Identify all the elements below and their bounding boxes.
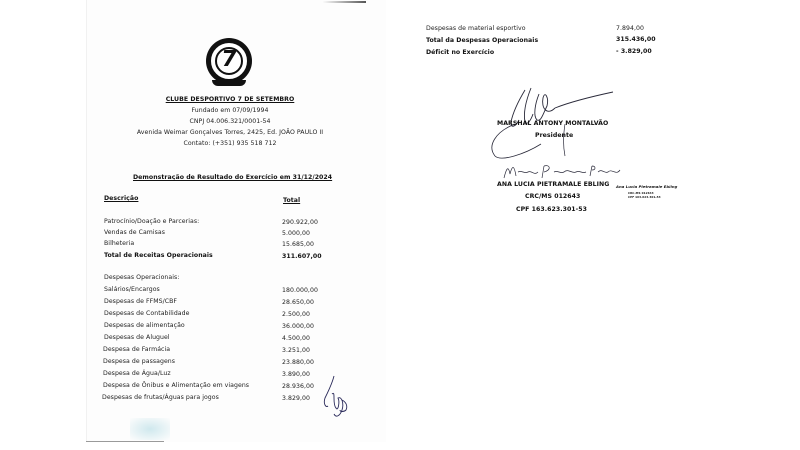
contact: Contato: (+351) 935 518 712: [183, 140, 277, 147]
expenses-total-label: Total da Despesas Operacionais: [426, 37, 539, 44]
accountant-cpf: CPF 163.623.301-53: [516, 206, 587, 213]
expense-value: 23.880,00: [282, 359, 314, 366]
founded-date: Fundado em 07/09/1994: [191, 107, 269, 114]
deficit-value: - 3.829,00: [616, 48, 652, 55]
president-role: Presidente: [535, 132, 574, 139]
expense-value: 3.890,00: [282, 371, 310, 378]
header-description: Descrição: [104, 195, 139, 202]
expense-value: 28.936,00: [282, 383, 314, 390]
president-name: MARSHAL ANTONY MONTALVÃO: [497, 120, 609, 127]
scan-stain: [130, 418, 170, 440]
initials-signature: [318, 374, 358, 420]
expense-value: 7.894,00: [616, 25, 644, 32]
expenses-total-value: 315.436,00: [616, 36, 656, 43]
revenue-value: 290.922,00: [282, 219, 318, 226]
expense-label: Despesa de Farmácia: [103, 346, 171, 353]
expense-label: Despesa de passagens: [103, 358, 176, 365]
revenues-total-value: 311.607,00: [282, 253, 322, 260]
expense-value: 36.000,00: [282, 323, 314, 330]
logo-number: 7: [219, 47, 239, 72]
revenue-value: 5.000,00: [282, 230, 310, 237]
revenues-total-label: Total de Receitas Operacionais: [104, 252, 213, 259]
accountant-crc: CRC/MS 012643: [525, 193, 581, 200]
expense-value: 28.650,00: [282, 299, 314, 306]
header-total: Total: [283, 197, 301, 204]
report-title: Demonstração de Resultado do Exercício em 31/12/2024: [133, 174, 333, 181]
expense-value: 180.000,00: [282, 287, 318, 294]
expense-label: Despesas de FFMS/CBF: [104, 298, 178, 305]
club-name: CLUBE DESPORTIVO 7 DE SETEMBRO: [165, 96, 295, 103]
page-bottom-edge: [86, 441, 164, 442]
page-edge-shadow: [322, 1, 366, 3]
document-page-right: [400, 0, 800, 450]
expense-label: Despesa de Água/Luz: [103, 370, 171, 377]
expense-value: 2.500,00: [282, 311, 310, 318]
expense-value: 3.829,00: [282, 395, 310, 402]
club-logo: [201, 38, 259, 88]
expense-label: Despesas de Contabilidade: [104, 310, 190, 317]
revenue-value: 15.685,00: [282, 241, 314, 248]
expense-value: 3.251,00: [282, 347, 310, 354]
expense-value: 4.500,00: [282, 335, 310, 342]
logo-banner: [212, 80, 246, 86]
stamp-name: Ana Lucia Pietramale Ebling: [616, 184, 678, 189]
expense-label: Despesas de material esportivo: [426, 25, 526, 32]
expense-label: Despesas de frutas/Águas para jogos: [102, 394, 219, 401]
accountant-name: ANA LUCIA PIETRAMALE EBLING: [497, 181, 610, 188]
stamp-crc: CRC-MS 012643: [628, 191, 654, 195]
revenue-label: Bilheteria: [104, 240, 135, 247]
stamp-cpf: CPF 163.623.301-53: [628, 195, 661, 199]
expense-label: Despesas de alimentação: [104, 322, 185, 329]
expense-label: Despesas de Aluguel: [104, 334, 170, 341]
expense-label: Despesa de Ônibus e Alimentação em viagens: [103, 382, 250, 389]
deficit-label: Déficit no Exercício: [426, 49, 495, 56]
expense-label: Salários/Encargos: [104, 286, 160, 293]
address: Avenida Weimar Gonçalves Torres, 2425, Ed. JOÃO PAULO II: [136, 129, 324, 136]
revenue-label: Vendas de Camisas: [104, 229, 166, 236]
accountant-signature: [500, 162, 625, 180]
expenses-heading: Despesas Operacionais:: [104, 274, 180, 281]
cnpj: CNPJ 04.006.321/0001-54: [189, 118, 271, 125]
revenue-label: Patrocínio/Doação e Parcerias:: [104, 218, 200, 225]
